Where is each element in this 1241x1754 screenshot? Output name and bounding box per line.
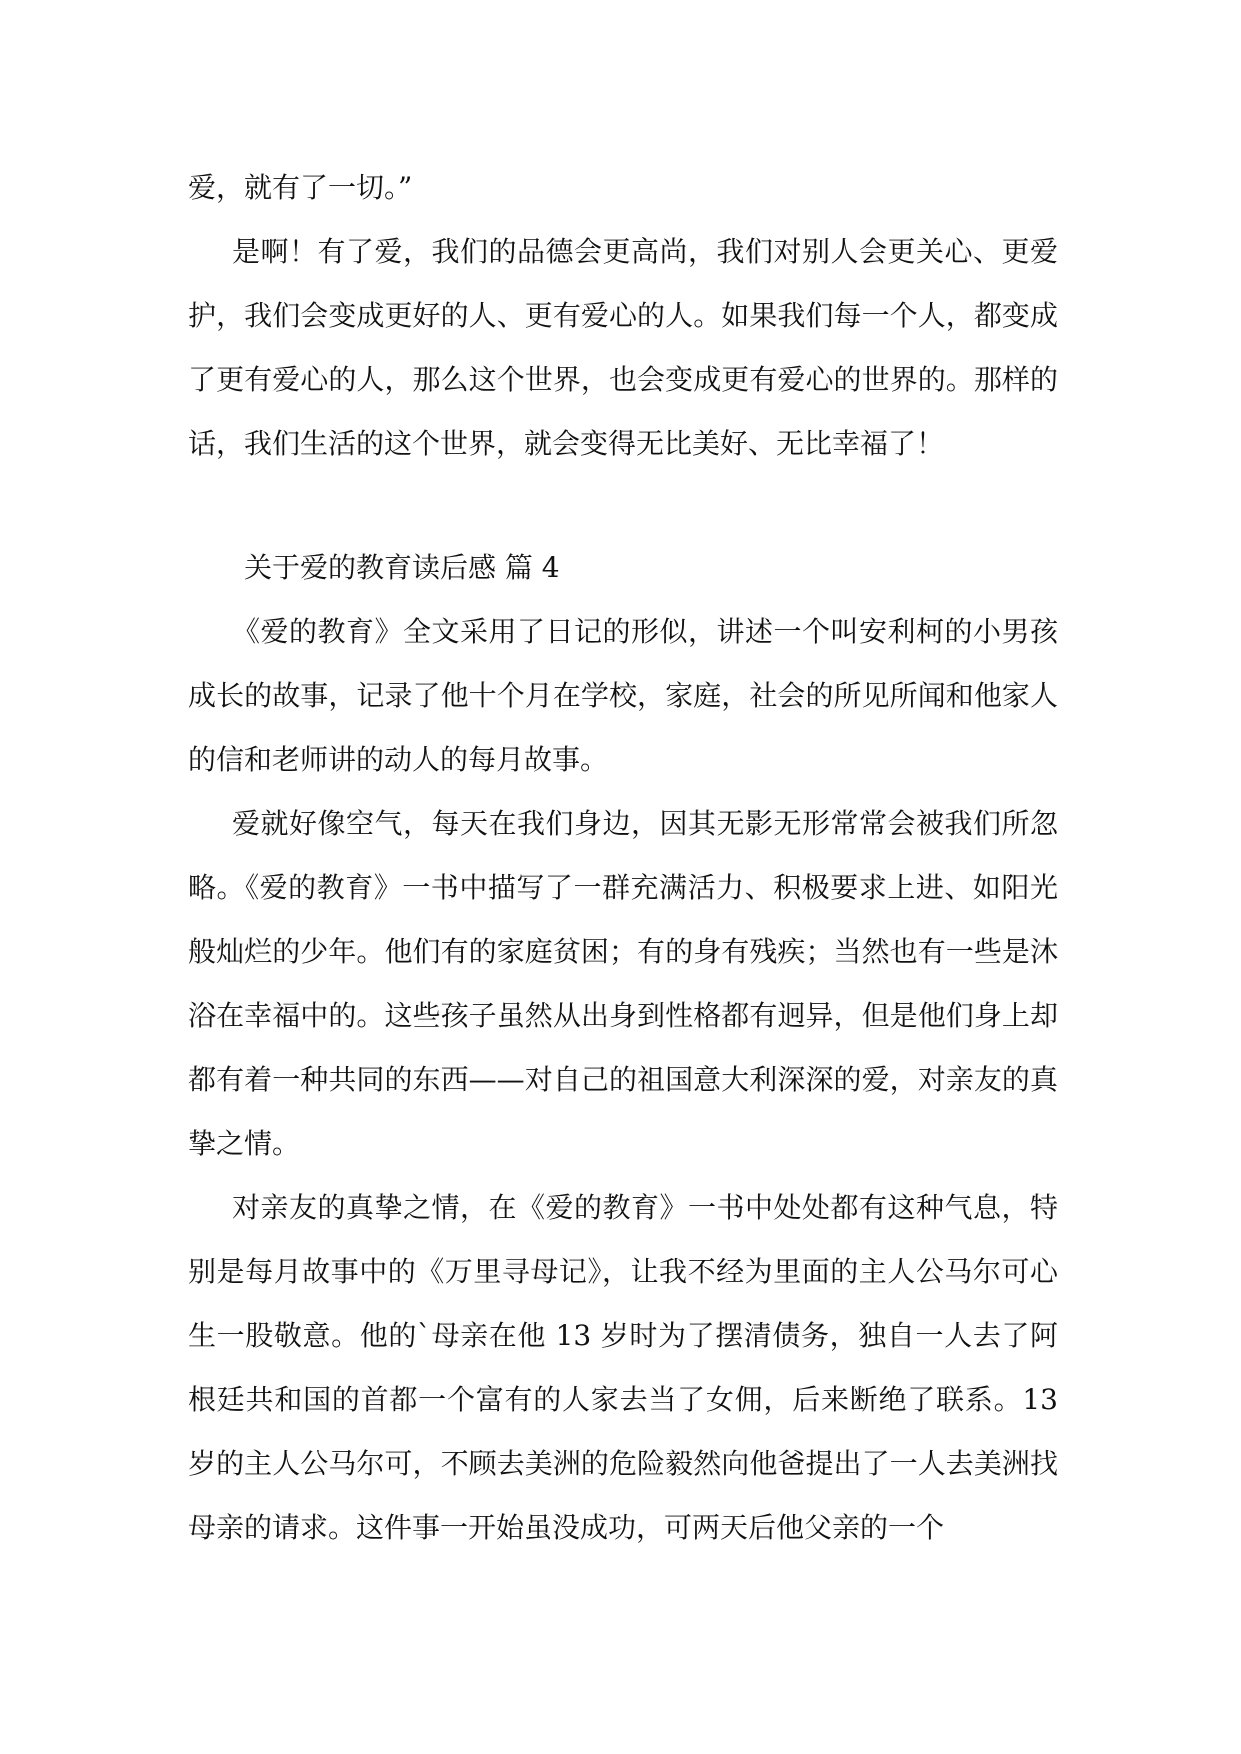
section-spacer [188,476,1058,536]
section-heading: 关于爱的教育读后感 篇 4 [244,551,560,584]
continued-paragraph: 爱，就有了一切。” [188,171,413,204]
paragraph: 爱就好像空气，每天在我们身边，因其无影无形常常会被我们所忽略。《爱的教育》一书中描写了一群充满活力、积极要求上进、如阳光般灿烂的少年。他们有的家庭贫困；有的身有残疾；当然也有一些是沐浴在幸福中的。这些孩子虽然从出身到性格都有迥异，但是他们身上却都有着一种共同的东西——对自己的祖国意大利深深的爱，对亲友的真挚之情。 [188,807,1058,1160]
paragraph: 对亲友的真挚之情，在《爱的教育》一书中处处都有这种气息，特别是每月故事中的《万里寻母记》，让我不经为里面的主人公马尔可心生一股敬意。他的`母亲在他 13 岁时为了摆清债务，独自一人去了阿根廷共和国的首都一个富有的人家去当了女佣，后来断绝了联系。13 岁的主人公马尔可，不顾去美洲的危险毅然向他爸提出了一人去美洲找母亲的请求。这件事一开始虽没成功，可两天后他父亲的一个 [188,1191,1058,1544]
paragraph: 《爱的教育》全文采用了日记的形似，讲述一个叫安利柯的小男孩成长的故事，记录了他十个月在学校，家庭，社会的所见所闻和他家人的信和老师讲的动人的每月故事。 [188,615,1058,776]
paragraph: 是啊！有了爱，我们的品德会更高尚，我们对别人会更关心、更爱护，我们会变成更好的人、更有爱心的人。如果我们每一个人，都变成了更有爱心的人，那么这个世界，也会变成更有爱心的世界的。那样的话，我们生活的这个世界，就会变得无比美好、无比幸福了！ [188,235,1058,460]
document-body [188,156,1058,1560]
